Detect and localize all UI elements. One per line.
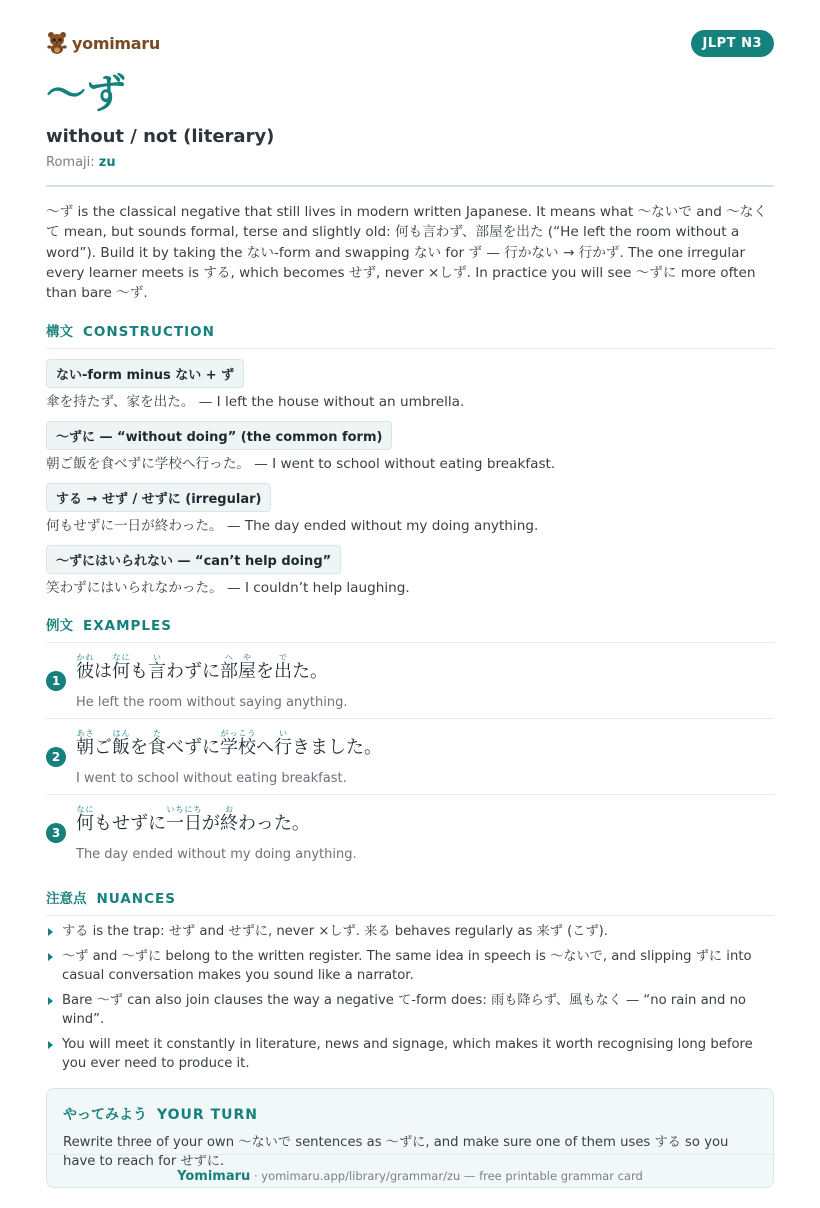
furigana-word: 屋や xyxy=(238,653,256,683)
construction-list xyxy=(46,359,774,597)
nuance-item: 〜ず and 〜ずに belong to the written register. The same idea in speech is 〜ないで, and slipping ずに into casual conversation makes you sound like a narrator. xyxy=(46,947,774,985)
nuance-item: する is the trap: せず and せずに, never ×しず. 来る behaves regularly as 来ず (こず). xyxy=(46,922,774,941)
examples-list xyxy=(46,643,774,870)
example-item xyxy=(46,719,774,795)
construction-example: 朝ご飯を食べずに学校へ行った。 — I went to school without eating breakfast. xyxy=(46,456,556,473)
footer-text: · yomimaru.app/library/grammar/zu — free printable grammar card xyxy=(250,1169,643,1183)
your-turn-text: Rewrite three of your own 〜ないで sentences as 〜ずに, and make sure one of them uses する so you have to reach for せずに. xyxy=(63,1135,729,1170)
construction-item xyxy=(46,483,774,535)
example-translation: The day ended without my doing anything. xyxy=(76,847,357,863)
furigana-word: 朝あさ xyxy=(76,729,94,759)
brand-name: yomimaru xyxy=(72,33,160,53)
example-sentence: 朝あさご飯はんを食たべずに学校がっこうへ行いきました。 xyxy=(76,729,382,759)
nuances-heading xyxy=(46,887,774,916)
furigana-word: 部へ xyxy=(220,653,238,683)
intro-paragraph: 〜ず is the classical negative that still lives in modern written Japanese. It means what 〜ないで and 〜なくて mean, but sounds formal, terse and slightly old: 何も言わず、部屋を出た (“He left the room without a word”). Build it by taking the ない-form and swapping ない for ず — 行かない → 行かず. The one irregular every learner meets is する, which becomes せず, never ×しず. In practice you will see 〜ずに more often than bare 〜ず. xyxy=(46,204,767,302)
examples-heading xyxy=(46,614,774,643)
example-number: 1 xyxy=(46,671,66,691)
header xyxy=(46,28,774,58)
furigana-word: 行い xyxy=(274,729,292,759)
furigana-word: 何なに xyxy=(112,653,130,683)
nuances-heading-jp: 注意点 xyxy=(46,891,87,908)
construction-item xyxy=(46,359,774,411)
meaning: without / not (literary) xyxy=(46,126,275,147)
nuances-heading-en: NUANCES xyxy=(96,891,176,908)
level-badge: JLPT N3 xyxy=(691,30,774,57)
your-turn-heading-en: YOUR TURN xyxy=(157,1107,258,1124)
your-turn-heading xyxy=(63,1104,757,1124)
footer-brand-link[interactable]: Yomimaru xyxy=(177,1169,251,1184)
example-sentence: 何なにもせずに一日いちにちが終おわった。 xyxy=(76,805,310,835)
example-item xyxy=(46,643,774,719)
furigana-word: 彼かれ xyxy=(76,653,94,683)
construction-pattern: ない-form minus ない + ず xyxy=(46,359,244,388)
construction-example: 笑わずにはいられなかった。 — I couldn’t help laughing. xyxy=(46,580,410,597)
construction-item xyxy=(46,545,774,597)
example-sentence: 彼かれは何なにも言いわずに部へ屋やを出でた。 xyxy=(76,653,328,683)
construction-heading-en: CONSTRUCTION xyxy=(83,324,215,341)
header-divider xyxy=(46,185,774,187)
nuances-list xyxy=(46,922,774,1073)
romaji-line xyxy=(46,155,774,170)
your-turn-heading-jp: やってみよう xyxy=(63,1107,147,1124)
brand-logo[interactable] xyxy=(46,31,160,55)
construction-pattern: 〜ずに — “without doing” (the common form) xyxy=(46,421,392,450)
example-number: 3 xyxy=(46,823,66,843)
construction-example: 傘を持たず、家を出た。 — I left the house without an umbrella. xyxy=(46,394,465,411)
example-translation: He left the room without saying anything. xyxy=(76,695,348,711)
furigana-word: 一日いちにち xyxy=(166,805,202,835)
romaji-value: zu xyxy=(98,155,116,170)
construction-pattern: 〜ずにはいられない — “can’t help doing” xyxy=(46,545,341,574)
furigana-word: 言い xyxy=(148,653,166,683)
example-item xyxy=(46,795,774,870)
furigana-word: 学校がっこう xyxy=(220,729,256,759)
page-title: 〜ず xyxy=(46,71,126,117)
furigana-word: 飯はん xyxy=(112,729,130,759)
furigana-word: 食た xyxy=(148,729,166,759)
construction-item xyxy=(46,421,774,473)
examples-heading-jp: 例文 xyxy=(46,618,73,635)
furigana-word: 何なに xyxy=(76,805,94,835)
romaji-label: Romaji: xyxy=(46,155,95,170)
construction-heading-jp: 構文 xyxy=(46,324,73,341)
tanuki-mascot-icon xyxy=(46,31,68,55)
construction-example: 何もせずに一日が終わった。 — The day ended without my doing anything. xyxy=(46,518,539,535)
footer xyxy=(46,1154,774,1184)
furigana-word: 終お xyxy=(220,805,238,835)
nuance-item: Bare 〜ず can also join clauses the way a negative て-form does: 雨も降らず、風もなく — “no rain and no wind”. xyxy=(46,991,774,1029)
example-number: 2 xyxy=(46,747,66,767)
examples-heading-en: EXAMPLES xyxy=(83,618,172,635)
furigana-word: 出で xyxy=(274,653,292,683)
construction-heading xyxy=(46,320,774,349)
construction-pattern: する → せず / せずに (irregular) xyxy=(46,483,271,512)
example-translation: I went to school without eating breakfast. xyxy=(76,771,347,787)
nuance-item: You will meet it constantly in literature, news and signage, which makes it worth recognising long before you ever need to produce it. xyxy=(46,1035,774,1073)
